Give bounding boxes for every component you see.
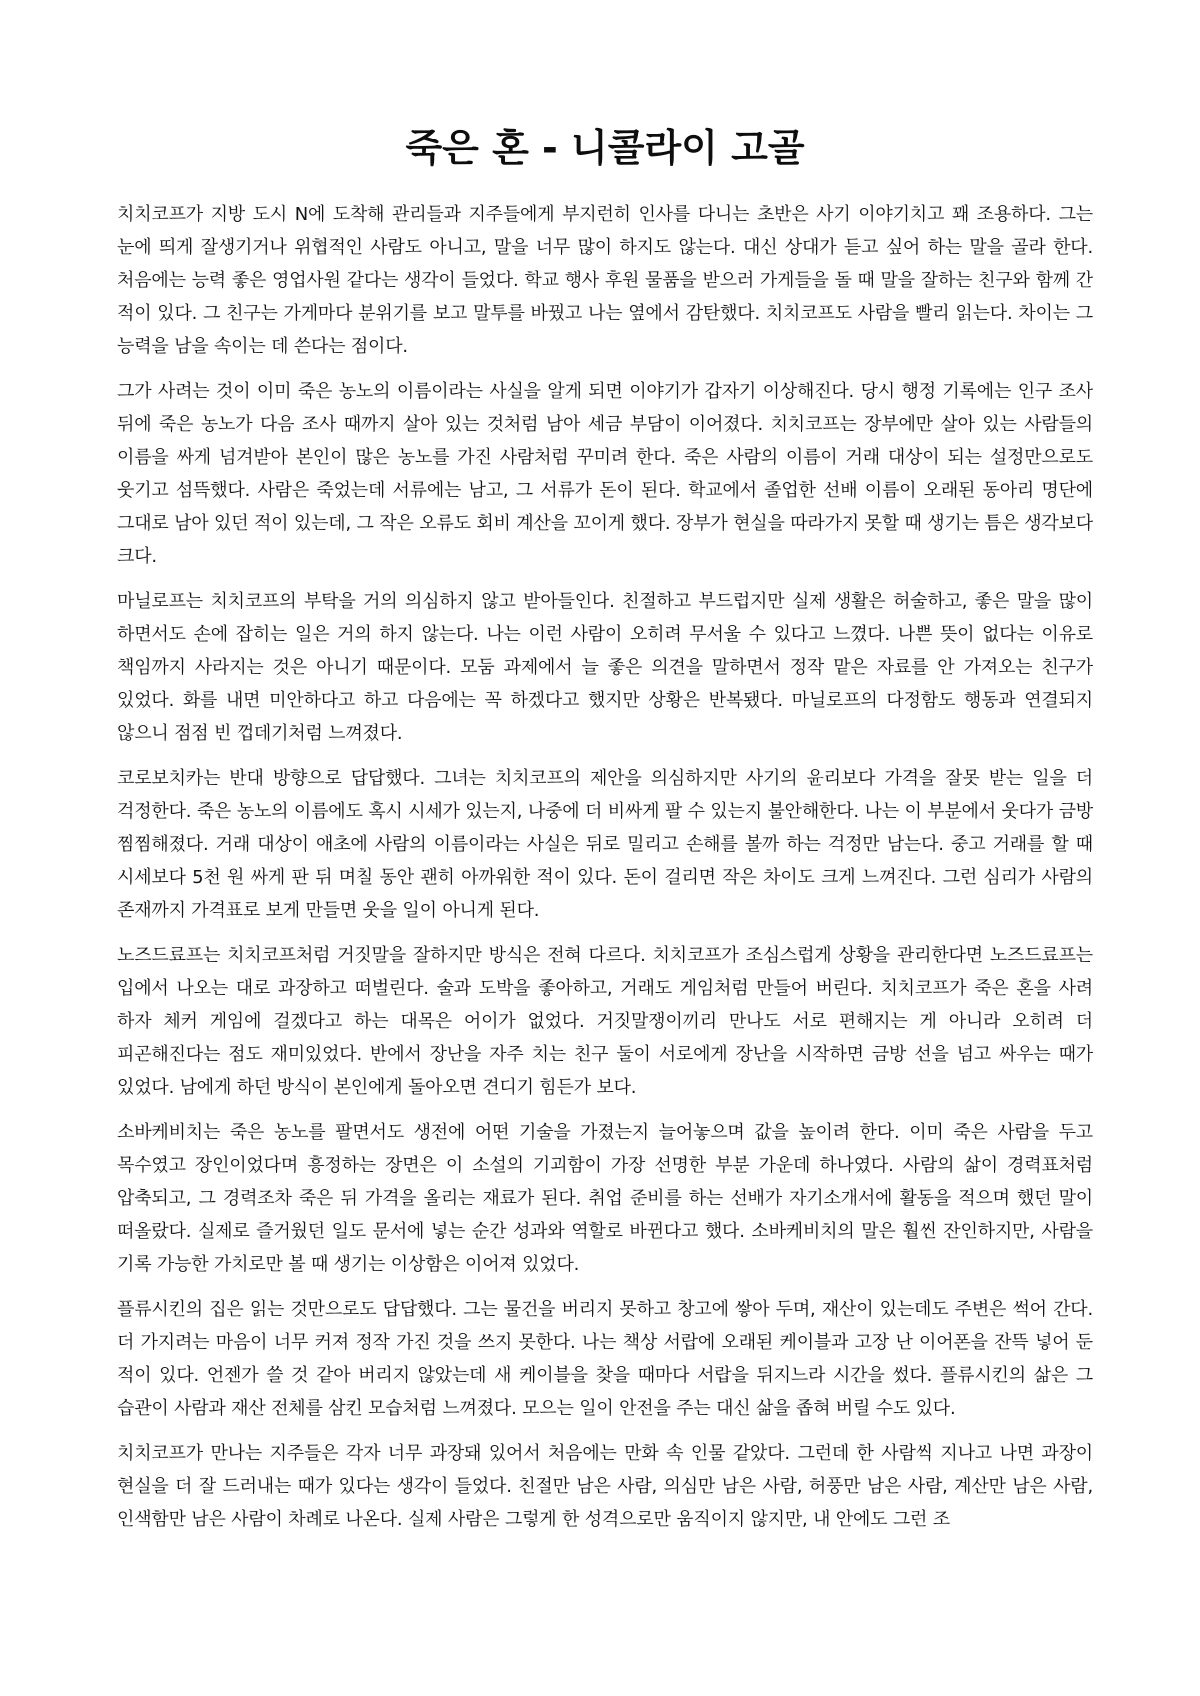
body-text	[117, 198, 1093, 1536]
paragraph: 소바케비치는 죽은 농노를 팔면서도 생전에 어떤 기술을 가졌는지 늘어놓으며 값을 높이려 한다. 이미 죽은 사람을 두고 목수였고 장인이었다며 흥정하는 장면은 이 소설의 기괴함이 가장 선명한 부분 가운데 하나였다. 사람의 삶이 경력표처럼 압축되고, 그 경력조차 죽은 뒤 가격을 올리는 재료가 된다. 취업 준비를 하는 선배가 자기소개서에 활동을 적으며 했던 말이 떠올랐다. 실제로 즐거웠던 일도 문서에 넣는 순간 성과와 역할로 바뀐다고 했다. 소바케비치의 말은 훨씬 잔인하지만, 사람을 기록 가능한 가치로만 볼 때 생기는 이상함은 이어져 있었다.	[117, 1122, 1093, 1275]
page-title: 죽은 혼 - 니콜라이 고골	[405, 126, 805, 170]
paragraph: 치치코프가 만나는 지주들은 각자 너무 과장돼 있어서 처음에는 만화 속 인물 같았다. 그런데 한 사람씩 지나고 나면 과장이 현실을 더 잘 드러내는 때가 있다는 생각이 들었다. 친절만 남은 사람, 의심만 남은 사람, 허풍만 남은 사람, 계산만 남은 사람, 인색함만 남은 사람이 차례로 나온다. 실제 사람은 그렇게 한 성격으로만 움직이지 않지만, 내 안에도 그런 조	[117, 1443, 1093, 1530]
paragraph: 치치코프가 지방 도시 N에 도착해 관리들과 지주들에게 부지런히 인사를 다니는 초반은 사기 이야기치고 꽤 조용하다. 그는 눈에 띄게 잘생기거나 위협적인 사람도 아니고, 말을 너무 많이 하지도 않는다. 대신 상대가 듣고 싶어 하는 말을 골라 한다. 처음에는 능력 좋은 영업사원 같다는 생각이 들었다. 학교 행사 후원 물품을 받으러 가게들을 돌 때 말을 잘하는 친구와 함께 간 적이 있다. 그 친구는 가게마다 분위기를 보고 말투를 바꿨고 나는 옆에서 감탄했다. 치치코프도 사람을 빨리 읽는다. 차이는 그 능력을 남을 속이는 데 쓴다는 점이다.	[117, 204, 1093, 357]
paragraph: 마닐로프는 치치코프의 부탁을 거의 의심하지 않고 받아들인다. 친절하고 부드럽지만 실제 생활은 허술하고, 좋은 말을 많이 하면서도 손에 잡히는 일은 거의 하지 않는다. 나는 이런 사람이 오히려 무서울 수 있다고 느꼈다. 나쁜 뜻이 없다는 이유로 책임까지 사라지는 것은 아니기 때문이다. 모둠 과제에서 늘 좋은 의견을 말하면서 정작 맡은 자료를 안 가져오는 친구가 있었다. 화를 내면 미안하다고 하고 다음에는 꼭 하겠다고 했지만 상황은 반복됐다. 마닐로프의 다정함도 행동과 연결되지 않으니 점점 빈 껍데기처럼 느껴졌다.	[117, 591, 1093, 744]
paragraph: 코로보치카는 반대 방향으로 답답했다. 그녀는 치치코프의 제안을 의심하지만 사기의 윤리보다 가격을 잘못 받는 일을 더 걱정한다. 죽은 농노의 이름에도 혹시 시세가 있는지, 나중에 더 비싸게 팔 수 있는지 불안해한다. 나는 이 부분에서 웃다가 금방 찜찜해졌다. 거래 대상이 애초에 사람의 이름이라는 사실은 뒤로 밀리고 손해를 볼까 하는 걱정만 남는다. 중고 거래를 할 때 시세보다 5천 원 싸게 판 뒤 며칠 동안 괜히 아까워한 적이 있다. 돈이 걸리면 작은 차이도 크게 느껴진다. 그런 심리가 사람의 존재까지 가격표로 보게 만들면 웃을 일이 아니게 된다.	[117, 768, 1093, 921]
paragraph: 플류시킨의 집은 읽는 것만으로도 답답했다. 그는 물건을 버리지 못하고 창고에 쌓아 두며, 재산이 있는데도 주변은 썩어 간다. 더 가지려는 마음이 너무 커져 정작 가진 것을 쓰지 못한다. 나는 책상 서랍에 오래된 케이블과 고장 난 이어폰을 잔뜩 넣어 둔 적이 있다. 언젠가 쓸 것 같아 버리지 않았는데 새 케이블을 찾을 때마다 서랍을 뒤지느라 시간을 썼다. 플류시킨의 삶은 그 습관이 사람과 재산 전체를 삼킨 모습처럼 느껴졌다. 모으는 일이 안전을 주는 대신 삶을 좁혀 버릴 수도 있다.	[117, 1299, 1093, 1419]
paragraph: 그가 사려는 것이 이미 죽은 농노의 이름이라는 사실을 알게 되면 이야기가 갑자기 이상해진다. 당시 행정 기록에는 인구 조사 뒤에 죽은 농노가 다음 조사 때까지 살아 있는 것처럼 남아 세금 부담이 이어졌다. 치치코프는 장부에만 살아 있는 사람들의 이름을 싸게 넘겨받아 본인이 많은 농노를 가진 사람처럼 꾸미려 한다. 죽은 사람의 이름이 거래 대상이 되는 설정만으로도 웃기고 섬뜩했다. 사람은 죽었는데 서류에는 남고, 그 서류가 돈이 된다. 학교에서 졸업한 선배 이름이 오래된 동아리 명단에 그대로 남아 있던 적이 있는데, 그 작은 오류도 회비 계산을 꼬이게 했다. 장부가 현실을 따라가지 못할 때 생기는 틈은 생각보다 크다.	[117, 381, 1093, 567]
paragraph: 노즈드료프는 치치코프처럼 거짓말을 잘하지만 방식은 전혀 다르다. 치치코프가 조심스럽게 상황을 관리한다면 노즈드료프는 입에서 나오는 대로 과장하고 떠벌린다. 술과 도박을 좋아하고, 거래도 게임처럼 만들어 버린다. 치치코프가 죽은 혼을 사려 하자 체커 게임에 걸겠다고 하는 대목은 어이가 없었다. 거짓말쟁이끼리 만나도 서로 편해지는 게 아니라 오히려 더 피곤해진다는 점도 재미있었다. 반에서 장난을 자주 치는 친구 둘이 서로에게 장난을 시작하면 금방 선을 넘고 싸우는 때가 있었다. 남에게 하던 방식이 본인에게 돌아오면 견디기 힘든가 보다.	[117, 945, 1093, 1098]
